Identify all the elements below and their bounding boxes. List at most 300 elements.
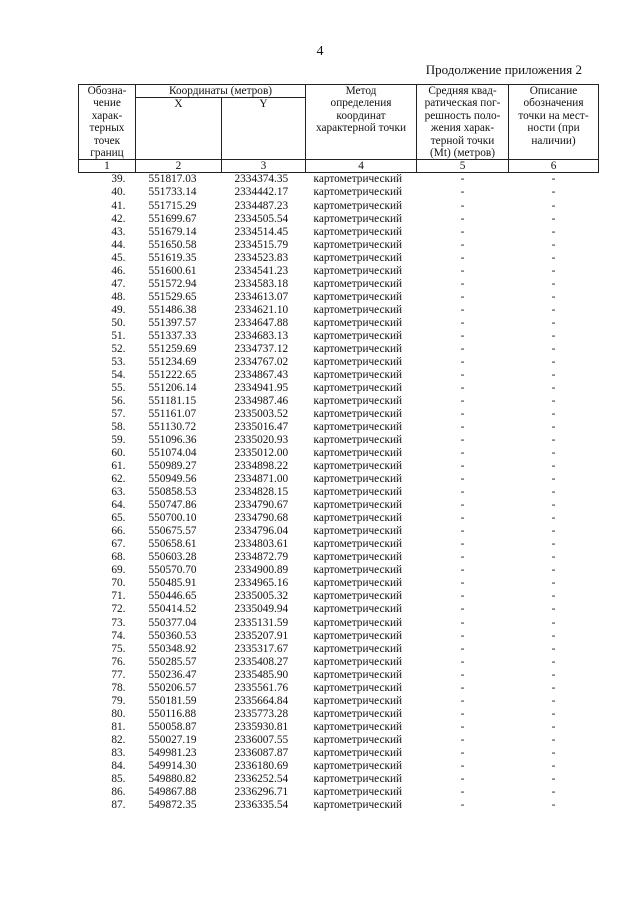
col-number-5: 5 <box>417 160 509 173</box>
coord-y: 2334583.18 <box>234 277 289 290</box>
point-number: 46. <box>111 264 126 277</box>
coord-x: 551397.57 <box>148 316 197 329</box>
table-row <box>79 382 599 395</box>
table-row <box>79 330 599 343</box>
description: - <box>551 746 556 759</box>
error-value: - <box>460 173 465 186</box>
point-number: 73. <box>111 616 126 629</box>
col-number-4: 4 <box>306 160 417 173</box>
description: - <box>551 408 556 421</box>
coord-x: 551650.58 <box>148 238 197 251</box>
coord-x: 550236.47 <box>148 668 197 681</box>
header-error-text: Средняя квад- ратическая пог- решность поло- жения харак- терной точки (Mt) (метров) <box>424 85 501 160</box>
point-number: 49. <box>111 303 126 316</box>
table-row <box>79 564 599 577</box>
coord-x: 550348.92 <box>148 642 197 655</box>
method: картометрический <box>313 421 403 434</box>
coord-y: 2335317.67 <box>234 642 289 655</box>
table-row <box>79 239 599 252</box>
coord-x: 551259.69 <box>148 342 197 355</box>
method: картометрический <box>313 577 403 590</box>
coord-y: 2334796.04 <box>234 525 289 538</box>
header-coordinates: Координаты (метров) <box>136 85 306 98</box>
header-method <box>306 85 417 160</box>
coord-x: 551679.14 <box>148 225 197 238</box>
description: - <box>551 590 556 603</box>
col-number-3: 3 <box>222 160 306 173</box>
coord-y: 2334514.45 <box>234 225 289 238</box>
col-number-1: 1 <box>79 160 136 173</box>
point-number: 58. <box>111 421 126 434</box>
error-value: - <box>460 290 465 303</box>
coord-y: 2334871.00 <box>234 473 289 486</box>
description: - <box>551 355 556 368</box>
coord-x: 551572.94 <box>148 277 197 290</box>
point-number: 85. <box>111 772 126 785</box>
description: - <box>551 551 556 564</box>
error-value: - <box>460 681 465 694</box>
description: - <box>551 394 556 407</box>
coord-x: 550747.86 <box>148 499 197 512</box>
point-number: 70. <box>111 577 126 590</box>
method: картометрический <box>313 772 403 785</box>
error-value: - <box>460 655 465 668</box>
description: - <box>551 316 556 329</box>
coord-x: 549867.88 <box>148 785 197 798</box>
point-number: 51. <box>111 329 126 342</box>
coord-y: 2334647.88 <box>234 316 289 329</box>
method: картометрический <box>313 251 403 264</box>
description: - <box>551 655 556 668</box>
coord-x: 550181.59 <box>148 694 197 707</box>
coord-y: 2334487.23 <box>234 199 289 212</box>
method: картометрический <box>313 264 403 277</box>
error-value: - <box>460 707 465 720</box>
coord-y: 2335207.91 <box>234 629 289 642</box>
method: картометрический <box>313 355 403 368</box>
table-row <box>79 603 599 616</box>
method: картометрический <box>313 603 403 616</box>
error-value: - <box>460 616 465 629</box>
table-row <box>79 760 599 773</box>
method: картометрический <box>313 538 403 551</box>
description: - <box>551 264 556 277</box>
table-row <box>79 291 599 304</box>
table-row <box>79 447 599 460</box>
error-value: - <box>460 798 465 811</box>
point-number: 68. <box>111 551 126 564</box>
coord-y: 2334613.07 <box>234 290 289 303</box>
point-number: 79. <box>111 694 126 707</box>
description: - <box>551 707 556 720</box>
coord-x: 551817.03 <box>148 173 197 186</box>
continuation-label: Продолжение приложения 2 <box>425 62 582 77</box>
coord-y: 2336296.71 <box>234 785 289 798</box>
table-row <box>79 499 599 512</box>
description: - <box>551 759 556 772</box>
error-value: - <box>460 264 465 277</box>
col-number-2: 2 <box>136 160 222 173</box>
table-row <box>79 486 599 499</box>
method: картометрический <box>313 303 403 316</box>
coord-y: 2335664.84 <box>234 694 289 707</box>
coord-y: 2334900.89 <box>234 564 289 577</box>
table-row <box>79 408 599 421</box>
method: картометрический <box>313 277 403 290</box>
coord-x: 551337.33 <box>148 329 197 342</box>
coord-y: 2334803.61 <box>234 538 289 551</box>
point-number: 65. <box>111 512 126 525</box>
point-number: 71. <box>111 590 126 603</box>
point-number: 69. <box>111 564 126 577</box>
description: - <box>551 342 556 355</box>
table-row <box>79 577 599 590</box>
coord-y: 2335012.00 <box>234 447 289 460</box>
method: картометрический <box>313 329 403 342</box>
method: картометрический <box>313 668 403 681</box>
table-row <box>79 799 599 812</box>
coord-x: 551130.72 <box>148 421 197 434</box>
method: картометрический <box>313 551 403 564</box>
description: - <box>551 303 556 316</box>
coord-y: 2336335.54 <box>234 798 289 811</box>
table-row <box>79 356 599 369</box>
table-row <box>79 643 599 656</box>
coord-y: 2334790.67 <box>234 499 289 512</box>
table-body <box>79 173 599 812</box>
description: - <box>551 434 556 447</box>
description: - <box>551 381 556 394</box>
point-number: 52. <box>111 342 126 355</box>
point-number: 87. <box>111 798 126 811</box>
method: картометрический <box>313 434 403 447</box>
description: - <box>551 421 556 434</box>
description: - <box>551 603 556 616</box>
coord-y: 2334987.46 <box>234 394 289 407</box>
table-row <box>79 226 599 239</box>
col-number-6: 6 <box>509 160 599 173</box>
coord-x: 550058.87 <box>148 720 197 733</box>
description: - <box>551 251 556 264</box>
description: - <box>551 186 556 199</box>
error-value: - <box>460 577 465 590</box>
description: - <box>551 473 556 486</box>
coord-y: 2334941.95 <box>234 381 289 394</box>
table-row <box>79 734 599 747</box>
description: - <box>551 798 556 811</box>
point-number: 86. <box>111 785 126 798</box>
error-value: - <box>460 590 465 603</box>
error-value: - <box>460 720 465 733</box>
method: картометрический <box>313 473 403 486</box>
coord-x: 550116.88 <box>148 707 197 720</box>
coord-y: 2334867.43 <box>234 368 289 381</box>
coord-y: 2336180.69 <box>234 759 289 772</box>
coord-x: 549981.23 <box>148 746 197 759</box>
coord-x: 550446.65 <box>148 590 197 603</box>
coord-y: 2336007.55 <box>234 733 289 746</box>
coord-y: 2335930.81 <box>234 720 289 733</box>
point-number: 72. <box>111 603 126 616</box>
coord-x: 550027.19 <box>148 733 197 746</box>
table-row <box>79 786 599 799</box>
coord-x: 551733.14 <box>148 186 197 199</box>
method: картометрический <box>313 212 403 225</box>
method: картометрический <box>313 785 403 798</box>
error-value: - <box>460 733 465 746</box>
description: - <box>551 642 556 655</box>
point-number: 84. <box>111 759 126 772</box>
error-value: - <box>460 251 465 264</box>
coordinates-table <box>78 84 599 812</box>
method: картометрический <box>313 225 403 238</box>
method: картометрический <box>313 408 403 421</box>
point-number: 45. <box>111 251 126 264</box>
table-row <box>79 265 599 278</box>
error-value: - <box>460 512 465 525</box>
point-number: 44. <box>111 238 126 251</box>
coord-x: 550206.57 <box>148 681 197 694</box>
point-number: 67. <box>111 538 126 551</box>
coord-y: 2334442.17 <box>234 186 289 199</box>
coord-y: 2335005.32 <box>234 590 289 603</box>
coord-x: 549914.30 <box>148 759 197 772</box>
coord-x: 551161.07 <box>148 408 197 421</box>
table-row <box>79 200 599 213</box>
error-value: - <box>460 525 465 538</box>
method: картометрический <box>313 733 403 746</box>
description: - <box>551 772 556 785</box>
point-number: 53. <box>111 355 126 368</box>
error-value: - <box>460 381 465 394</box>
error-value: - <box>460 342 465 355</box>
method: картометрический <box>313 655 403 668</box>
point-number: 63. <box>111 486 126 499</box>
description: - <box>551 212 556 225</box>
point-number: 83. <box>111 746 126 759</box>
point-number: 60. <box>111 447 126 460</box>
error-value: - <box>460 538 465 551</box>
header-x: X <box>174 98 183 111</box>
description: - <box>551 447 556 460</box>
coord-y: 2335408.27 <box>234 655 289 668</box>
error-value: - <box>460 368 465 381</box>
method: картометрический <box>313 694 403 707</box>
coord-x: 550858.53 <box>148 486 197 499</box>
description: - <box>551 616 556 629</box>
table-row <box>79 773 599 786</box>
coord-x: 550658.61 <box>148 538 197 551</box>
table-row <box>79 669 599 682</box>
description: - <box>551 564 556 577</box>
table-row <box>79 656 599 669</box>
error-value: - <box>460 225 465 238</box>
description: - <box>551 629 556 642</box>
point-number: 66. <box>111 525 126 538</box>
description: - <box>551 225 556 238</box>
table-row <box>79 525 599 538</box>
description: - <box>551 277 556 290</box>
error-value: - <box>460 186 465 199</box>
table-row <box>79 512 599 525</box>
point-number: 54. <box>111 368 126 381</box>
method: картометрический <box>313 486 403 499</box>
coord-x: 550700.10 <box>148 512 197 525</box>
coord-x: 551096.36 <box>148 434 197 447</box>
method: картометрический <box>313 173 403 186</box>
description: - <box>551 681 556 694</box>
method: картометрический <box>313 381 403 394</box>
point-number: 82. <box>111 733 126 746</box>
error-value: - <box>460 460 465 473</box>
coord-x: 550675.57 <box>148 525 197 538</box>
description: - <box>551 733 556 746</box>
coord-y: 2334541.23 <box>234 264 289 277</box>
point-number: 48. <box>111 290 126 303</box>
method: картометрический <box>313 186 403 199</box>
coord-y: 2334523.83 <box>234 251 289 264</box>
coord-y: 2334790.68 <box>234 512 289 525</box>
method: картометрический <box>313 525 403 538</box>
coord-x: 551529.65 <box>148 290 197 303</box>
coord-x: 551715.29 <box>148 199 197 212</box>
point-number: 77. <box>111 668 126 681</box>
coord-x: 551699.67 <box>148 212 197 225</box>
table-row <box>79 460 599 473</box>
coord-y: 2335003.52 <box>234 408 289 421</box>
coord-x: 550360.53 <box>148 629 197 642</box>
table-row <box>79 538 599 551</box>
description: - <box>551 173 556 186</box>
description: - <box>551 538 556 551</box>
method: картометрический <box>313 499 403 512</box>
description: - <box>551 460 556 473</box>
coord-y: 2334737.12 <box>234 342 289 355</box>
method: картометрический <box>313 746 403 759</box>
method: картометрический <box>313 642 403 655</box>
table-row <box>79 617 599 630</box>
error-value: - <box>460 329 465 342</box>
point-number: 74. <box>111 629 126 642</box>
description: - <box>551 525 556 538</box>
method: картометрический <box>313 590 403 603</box>
table-row <box>79 252 599 265</box>
header-method-text: Метод определения координат характерной точки <box>315 85 407 135</box>
method: картометрический <box>313 681 403 694</box>
method: картометрический <box>313 290 403 303</box>
method: картометрический <box>313 460 403 473</box>
method: картометрический <box>313 342 403 355</box>
point-number: 81. <box>111 720 126 733</box>
error-value: - <box>460 473 465 486</box>
coord-x: 550949.56 <box>148 473 197 486</box>
table-row <box>79 304 599 317</box>
coord-y: 2335131.59 <box>234 616 289 629</box>
header-description-text: Описание обозначения точки на мест- ности (при наличии) <box>518 85 589 147</box>
error-value: - <box>460 277 465 290</box>
error-value: - <box>460 212 465 225</box>
description: - <box>551 694 556 707</box>
error-value: - <box>460 447 465 460</box>
error-value: - <box>460 394 465 407</box>
point-number: 57. <box>111 408 126 421</box>
description: - <box>551 785 556 798</box>
coord-x: 551234.69 <box>148 355 197 368</box>
table-row <box>79 173 599 187</box>
error-value: - <box>460 303 465 316</box>
table-row <box>79 213 599 226</box>
description: - <box>551 720 556 733</box>
point-number: 41. <box>111 199 126 212</box>
error-value: - <box>460 642 465 655</box>
error-value: - <box>460 238 465 251</box>
point-number: 78. <box>111 681 126 694</box>
method: картометрический <box>313 238 403 251</box>
table-row <box>79 747 599 760</box>
header-point-designation-text: Обозна- чение харак- терных точек границ <box>87 85 127 160</box>
coord-x: 550603.28 <box>148 551 197 564</box>
point-number: 62. <box>111 473 126 486</box>
point-number: 42. <box>111 212 126 225</box>
description: - <box>551 499 556 512</box>
table-row <box>79 695 599 708</box>
coord-y: 2334683.13 <box>234 329 289 342</box>
error-value: - <box>460 694 465 707</box>
point-number: 80. <box>111 707 126 720</box>
description: - <box>551 577 556 590</box>
coord-x: 551181.15 <box>148 394 197 407</box>
table-row <box>79 278 599 291</box>
method: картометрический <box>313 629 403 642</box>
error-value: - <box>460 355 465 368</box>
coord-y: 2334965.16 <box>234 577 289 590</box>
coord-x: 551206.14 <box>148 381 197 394</box>
table-row <box>79 186 599 199</box>
point-number: 55. <box>111 381 126 394</box>
error-value: - <box>460 759 465 772</box>
table-row <box>79 721 599 734</box>
coord-y: 2335485.90 <box>234 668 289 681</box>
method: картометрический <box>313 616 403 629</box>
method: картометрический <box>313 316 403 329</box>
description: - <box>551 486 556 499</box>
error-value: - <box>460 668 465 681</box>
point-number: 50. <box>111 316 126 329</box>
error-value: - <box>460 434 465 447</box>
table-row <box>79 682 599 695</box>
description: - <box>551 668 556 681</box>
header-error <box>417 85 509 160</box>
error-value: - <box>460 564 465 577</box>
coord-x: 549880.82 <box>148 772 197 785</box>
table-row <box>79 708 599 721</box>
error-value: - <box>460 199 465 212</box>
table-row <box>79 395 599 408</box>
coord-x: 551600.61 <box>148 264 197 277</box>
table-row <box>79 343 599 356</box>
page-number: 4 <box>316 44 324 59</box>
method: картометрический <box>313 368 403 381</box>
coord-y: 2336252.54 <box>234 772 289 785</box>
error-value: - <box>460 785 465 798</box>
description: - <box>551 199 556 212</box>
coord-y: 2335049.94 <box>234 603 289 616</box>
coord-y: 2334505.54 <box>234 212 289 225</box>
coord-y: 2334767.02 <box>234 355 289 368</box>
coord-y: 2334621.10 <box>234 303 289 316</box>
coord-x: 551074.04 <box>148 447 197 460</box>
coord-x: 550570.70 <box>148 564 197 577</box>
